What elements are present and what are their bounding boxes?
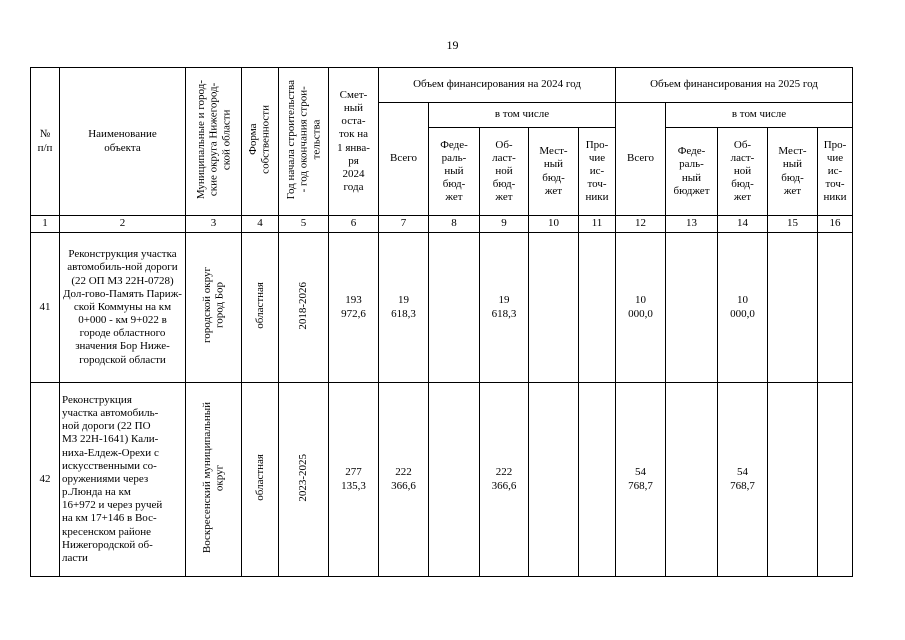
column-number: 9 [480,216,529,233]
header-total-2025: Всего [616,103,666,216]
column-number: 11 [579,216,616,233]
ownership-text: областная [253,282,266,329]
municipal-text: Воскресенский муниципальный округ [200,401,226,553]
other-2025-value [818,233,853,383]
header-ownership [242,68,279,216]
other-2025-value [818,383,853,577]
federal-2025-value [666,233,718,383]
column-number: 6 [329,216,379,233]
header-years-text: Год начала строительства - год окончания строи- тельства [284,79,322,200]
column-number: 15 [768,216,818,233]
header-funding-2024: Объем финансирования на 2024 год [379,68,616,103]
column-number: 7 [379,216,429,233]
header-no: № п/п [31,68,60,216]
years-cell [279,383,329,577]
municipal-cell [186,233,242,383]
municipal-text: городской округ город Бор [200,267,226,344]
column-number: 4 [242,216,279,233]
column-number: 12 [616,216,666,233]
regional-2024-value: 19 618,3 [480,233,529,383]
column-number: 13 [666,216,718,233]
header-local-2024: Мест- ный бюд- жет [529,128,579,216]
header-federal-2024: Федe- раль- ный бюд- жет [429,128,480,216]
local-2024-value [529,383,579,577]
table-row [31,383,853,577]
header-including-2025: в том числе [666,103,853,128]
total-2024-value: 19 618,3 [379,233,429,383]
header-years [279,68,329,216]
header-municipal [186,68,242,216]
header-municipal-text: Муниципальные и город- ские округа Нижегород- ской области [194,79,232,199]
object-name: Реконструкция участка автомобиль- ной дороги (22 ПО МЗ 22Н-1641) Кали- ниха-Елдеж-Орехи с искусственными со- оружениями через р.Люнда на км 16+972 и через ручей на км 17+146 в Вос- кресенском районе Нижегородской об- ласти [60,383,186,577]
column-number-row [31,216,853,233]
header-regional-2024: Об- ласт- ной бюд- жет [480,128,529,216]
remaining-value: 193 972,6 [329,233,379,383]
total-2025-value: 54 768,7 [616,383,666,577]
remaining-value: 277 135,3 [329,383,379,577]
column-number: 2 [60,216,186,233]
years-cell [279,233,329,383]
local-2025-value [768,233,818,383]
header-remaining: Смет- ный оста- ток на 1 янва- ря 2024 года [329,68,379,216]
column-number: 5 [279,216,329,233]
ownership-cell [242,383,279,577]
header-total-2024: Всего [379,103,429,216]
regional-2025-value: 54 768,7 [718,383,768,577]
header-funding-2025: Объем финансирования на 2025 год [616,68,853,103]
column-number: 14 [718,216,768,233]
municipal-cell [186,383,242,577]
row-number: 41 [31,233,60,383]
regional-2025-value: 10 000,0 [718,233,768,383]
years-text: 2023-2025 [297,453,310,502]
header-other-2025: Про- чие ис- точ- ники [818,128,853,216]
page-number: 19 [446,38,459,52]
object-name: Реконструкция участка автомобиль-ной дороги (22 ОП МЗ 22Н-0728) Дол-гово-Память Париж-ской Коммуны на км 0+000 - км 9+022 в городе областного значения Бор Ниже-городской области [60,233,186,383]
total-2024-value: 222 366,6 [379,383,429,577]
column-number: 16 [818,216,853,233]
header-ownership-text: Форма собственности [247,105,272,174]
regional-2024-value: 222 366,6 [480,383,529,577]
ownership-cell [242,233,279,383]
other-2024-value [579,233,616,383]
header-local-2025: Мест- ный бюд- жет [768,128,818,216]
ownership-text: областная [253,454,266,501]
years-text: 2018-2026 [297,281,310,330]
federal-2024-value [429,383,480,577]
header-federal-2025: Феде- раль- ный бюджет [666,128,718,216]
federal-2024-value [429,233,480,383]
local-2024-value [529,233,579,383]
header-other-2024: Про- чие ис- точ- ники [579,128,616,216]
header-row-1 [31,68,853,103]
header-name: Наименование объекта [60,68,186,216]
row-number: 42 [31,383,60,577]
total-2025-value: 10 000,0 [616,233,666,383]
financing-table [30,67,853,577]
federal-2025-value [666,383,718,577]
column-number: 10 [529,216,579,233]
local-2025-value [768,383,818,577]
other-2024-value [579,383,616,577]
table-row [31,233,853,383]
column-number: 3 [186,216,242,233]
header-regional-2025: Об- ласт- ной бюд- жет [718,128,768,216]
column-number: 8 [429,216,480,233]
column-number: 1 [31,216,60,233]
header-including-2024: в том числе [429,103,616,128]
